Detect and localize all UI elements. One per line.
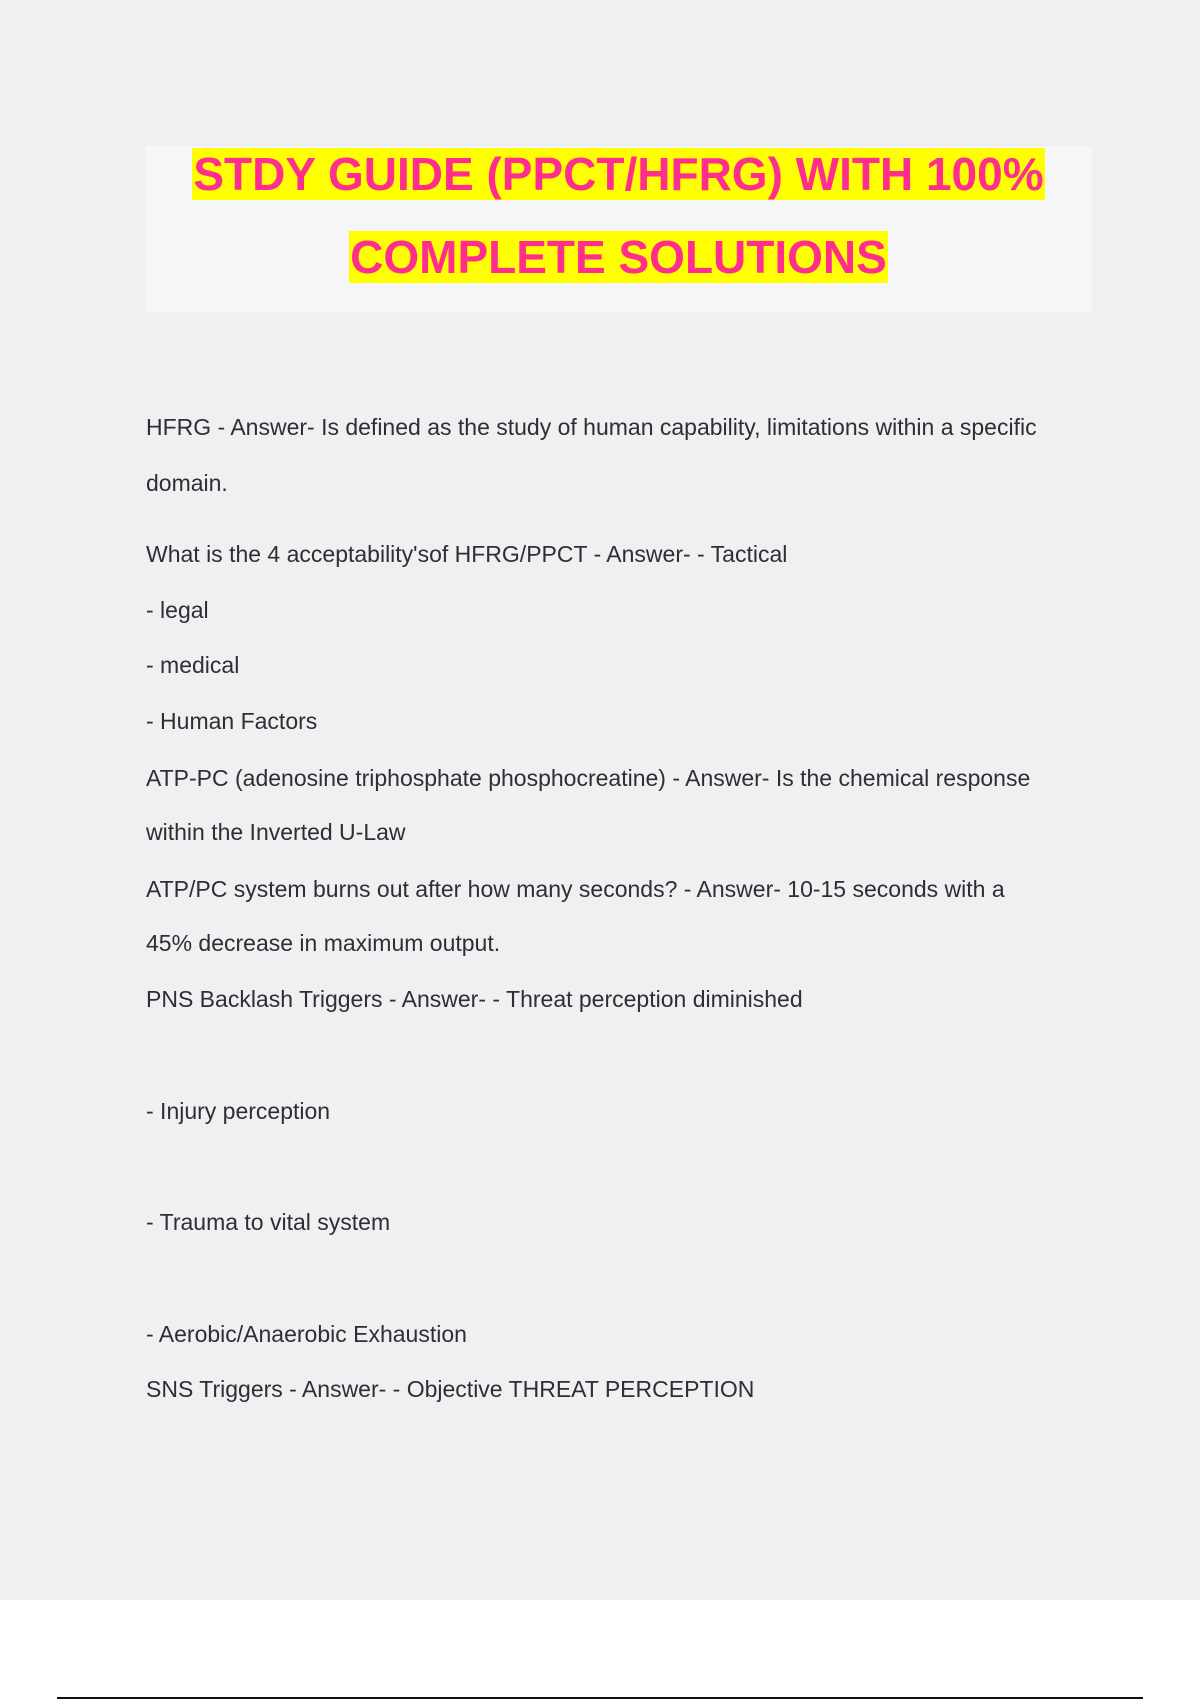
list-item: - Aerobic/Anaerobic Exhaustion bbox=[146, 1321, 467, 1347]
text-line: domain. bbox=[146, 470, 228, 496]
text-line: PNS Backlash Triggers - Answer- - Threat perception diminished bbox=[146, 986, 803, 1012]
text-line: HFRG - Answer- Is defined as the study of human capability, limitations within a specific bbox=[146, 414, 1037, 440]
footer-rule bbox=[57, 1697, 1143, 1699]
list-item: - legal bbox=[146, 597, 209, 623]
list-item: - Human Factors bbox=[146, 708, 318, 734]
text-line: 45% decrease in maximum output. bbox=[146, 930, 501, 956]
list-item: - Injury perception bbox=[146, 1098, 331, 1124]
text-line: within the Inverted U-Law bbox=[146, 819, 406, 845]
text-line: ATP-PC (adenosine triphosphate phosphocreatine) - Answer- Is the chemical response bbox=[146, 765, 1031, 791]
title-line-2 bbox=[145, 229, 1092, 285]
text-line: ATP/PC system burns out after how many seconds? - Answer- 10-15 seconds with a bbox=[146, 876, 1005, 902]
title-line-1 bbox=[145, 146, 1092, 202]
title-line-2-text: COMPLETE SOLUTIONS bbox=[350, 231, 887, 283]
title-line-1-text: STDY GUIDE (PPCT/HFRG) WITH 100% bbox=[193, 148, 1044, 200]
title-block bbox=[145, 146, 1092, 312]
list-item: - Trauma to vital system bbox=[146, 1209, 391, 1235]
list-item: - medical bbox=[146, 652, 240, 678]
text-line: What is the 4 acceptability'sof HFRG/PPCT - Answer- - Tactical bbox=[146, 541, 788, 567]
text-line: SNS Triggers - Answer- - Objective THREAT PERCEPTION bbox=[146, 1376, 755, 1402]
